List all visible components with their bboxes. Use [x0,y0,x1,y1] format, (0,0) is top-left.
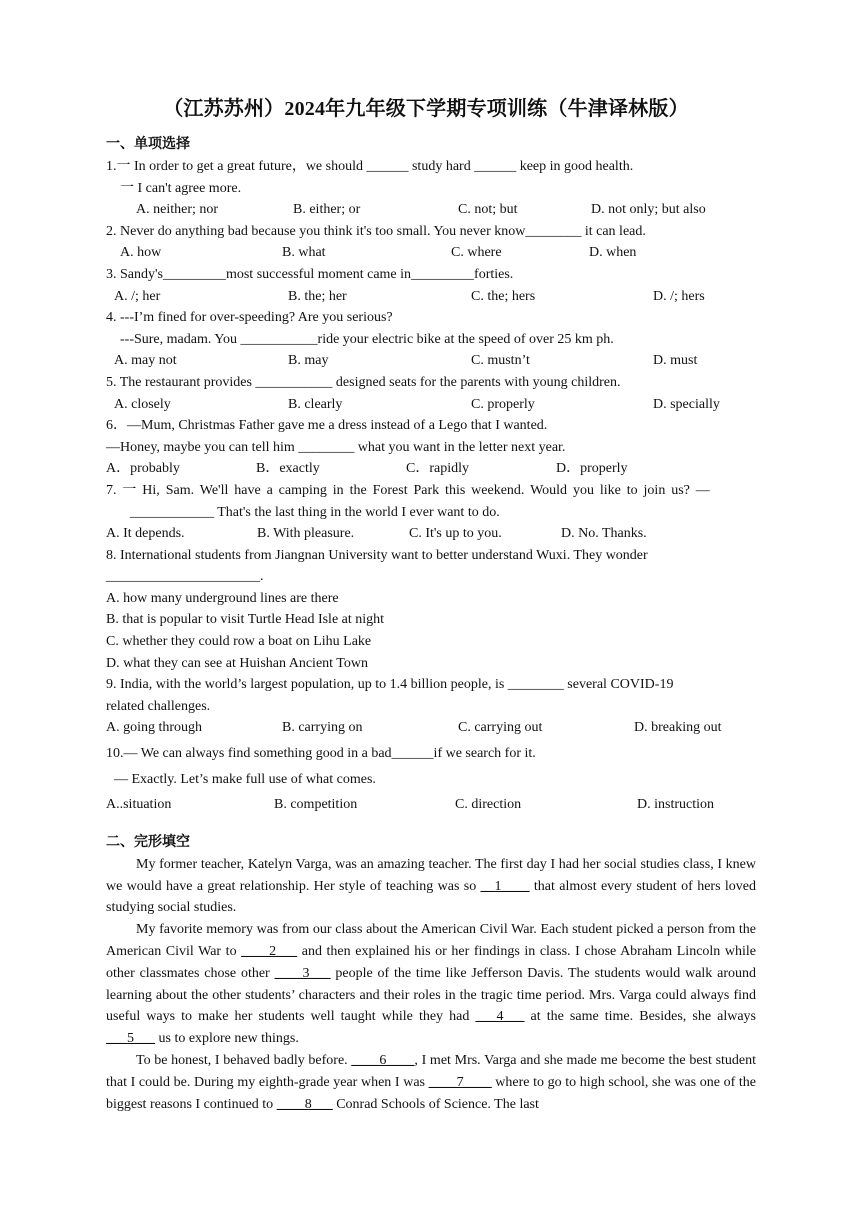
blank-6: ____6____ [351,1052,415,1068]
question-8-stem: 8. International students from Jiangnan University want to better understand Wuxi. They wonder [106,547,648,563]
option-b: B. With pleasure. [257,526,355,542]
question-6-stem: 6．—Mum, Christmas Father gave me a dress instead of a Lego that I wanted. [106,418,548,434]
option-b: B. either; or [293,202,361,218]
question-5-options [106,394,756,416]
question-2-stem: 2. Never do anything bad because you think it's too small. You never know________ it can lead. [106,223,646,239]
option-d: D. must [653,353,698,369]
question-8-blank: ______________________. [106,569,264,585]
question-7-options [106,523,756,545]
question-9-stem: 9. India, with the world’s largest population, up to 1.4 billion people, is ________ several COVID-19 [106,677,674,693]
text: that almost every student of hers loved studying social studies. [106,878,756,916]
question-4-stem: 4. ---I’m fined for over-speeding? Are you serious? [106,310,393,326]
question-7-stem: 7. 一 Hi, Sam. We'll have a camping in the Forest Park this weekend. Would you like to join us? — [106,482,710,498]
worksheet-page [106,92,756,1115]
option-a: A. going through [106,720,203,736]
question-10-reply: — Exactly. Let’s make full use of what comes. [114,771,376,787]
blank-7: ____7____ [428,1074,492,1090]
option-a: A..situation [106,797,172,813]
option-b: B. what [282,245,326,261]
option-c: C. carrying out [458,720,543,736]
question-2-options [106,242,756,264]
option-a: A. neither; nor [136,202,219,218]
option-c: C. It's up to you. [409,526,502,542]
text: us to explore new things. [155,1031,299,1047]
option-c: C. mustn’t [471,353,530,369]
question-9-stem-continued: related challenges. [106,698,211,714]
option-d: D．properly [556,461,628,477]
blank-3: ____3___ [274,965,331,981]
question-4-options [106,350,756,372]
option-c: C. direction [455,797,522,813]
question-7-reply: ____________ That's the last thing in the world I ever want to do. [130,504,500,520]
option-d: D. specially [653,396,720,412]
option-b: B．exactly [256,461,320,477]
option-a: A. It depends. [106,526,185,542]
option-b: B. carrying on [282,720,363,736]
question-1-stem: 1.一 In order to get a great future，we should ______ study hard ______ keep in good health. [106,159,634,174]
text: My former teacher, Katelyn Varga, was an amazing teacher. The first day I had her social studies class, I knew we would have a great relationship. Her style of teaching was so [106,856,756,894]
option-c: C. properly [471,396,535,412]
section-spacer [106,816,756,832]
text: where to go to high school, she was one of the biggest reasons I continued to [106,1074,756,1112]
text: Conrad Schools of Science. The last [332,1096,539,1112]
page-title: （江苏苏州）2024年九年级下学期专项训练（牛津译林版） [163,98,689,120]
option-a: A. /; her [114,288,161,304]
question-10-options [106,794,756,816]
question-4-reply: ---Sure, madam. You ___________ride your electric bike at the speed of over 25 km ph. [120,331,614,347]
option-b: B. clearly [288,396,343,412]
question-8-option-c: C. whether they could row a boat on Lihu Lake [106,634,372,650]
option-a: A. may not [114,353,177,369]
blank-8: ____8___ [276,1096,333,1112]
section-heading-cloze: 二、完形填空 [106,834,190,850]
blank-2: ____2___ [241,944,298,959]
question-3-options [106,286,756,308]
question-6-reply: —Honey, maybe you can tell him ________ what you want in the letter next year. [106,439,566,455]
option-b: B. the; her [288,288,347,304]
question-10-stem: 10.— We can always find something good in a bad______if we search for it. [106,746,536,762]
question-1-reply: 一 I can't agree more. [120,180,242,196]
question-5-stem: 5. The restaurant provides ___________ designed seats for the parents with young children. [106,374,621,390]
question-8-option-d: D. what they can see at Huishan Ancient Town [106,655,368,671]
option-d: D. when [589,245,637,261]
text: people of the time like Jefferson Davis. The students would walk around learning about the other students’ characters and their roles in the tragic time period. Mrs. Varga could always find useful ways to make her students well taught while they had [106,965,757,1025]
section-heading-single-choice: 一、单项选择 [106,137,190,152]
blank-1: __1____ [480,878,530,894]
cloze-paragraph-1 [106,854,756,919]
question-8-option-b: B. that is popular to visit Turtle Head Isle at night [106,612,385,628]
option-b: B. may [288,353,329,369]
option-d: D. not only; but also [591,202,706,218]
question-6-options [106,458,756,480]
option-c: C. not; but [458,202,518,218]
question-3-stem: 3. Sandy's_________most successful moment came in_________forties. [106,266,514,282]
text: , I met Mrs. Varga and she made me become the best student that I could be. During my eighth-grade year when I was [106,1052,757,1090]
blank-4: ___4___ [475,1009,525,1025]
blank-5: ___5___ [106,1031,155,1047]
option-c: C．rapidly [406,461,469,477]
text: My favorite memory was from our class about the American Civil War. Each student picked a person from the American Civil War to [106,922,756,959]
text: and then explained his or her findings in class. I chose Abraham Lincoln while other classmates chose other [106,944,756,981]
cloze-paragraph-3 [106,1050,756,1115]
question-8-option-a: A. how many underground lines are there [106,590,339,606]
text: To be honest, I behaved badly before. [136,1052,352,1068]
option-d: D. instruction [637,797,714,813]
option-c: C. the; hers [471,288,536,304]
text: at the same time. Besides, she always [524,1009,756,1025]
question-9-options [106,717,756,739]
option-a: A. closely [114,396,171,412]
option-b: B. competition [274,797,358,813]
option-a: A. how [120,245,162,261]
option-d: D. /; hers [653,288,705,304]
cloze-paragraph-2 [106,919,756,1050]
option-a: A．probably [106,461,180,477]
option-d: D. No. Thanks. [561,526,647,542]
option-c: C. where [451,245,502,261]
question-1-options [106,199,756,221]
option-d: D. breaking out [634,720,722,736]
